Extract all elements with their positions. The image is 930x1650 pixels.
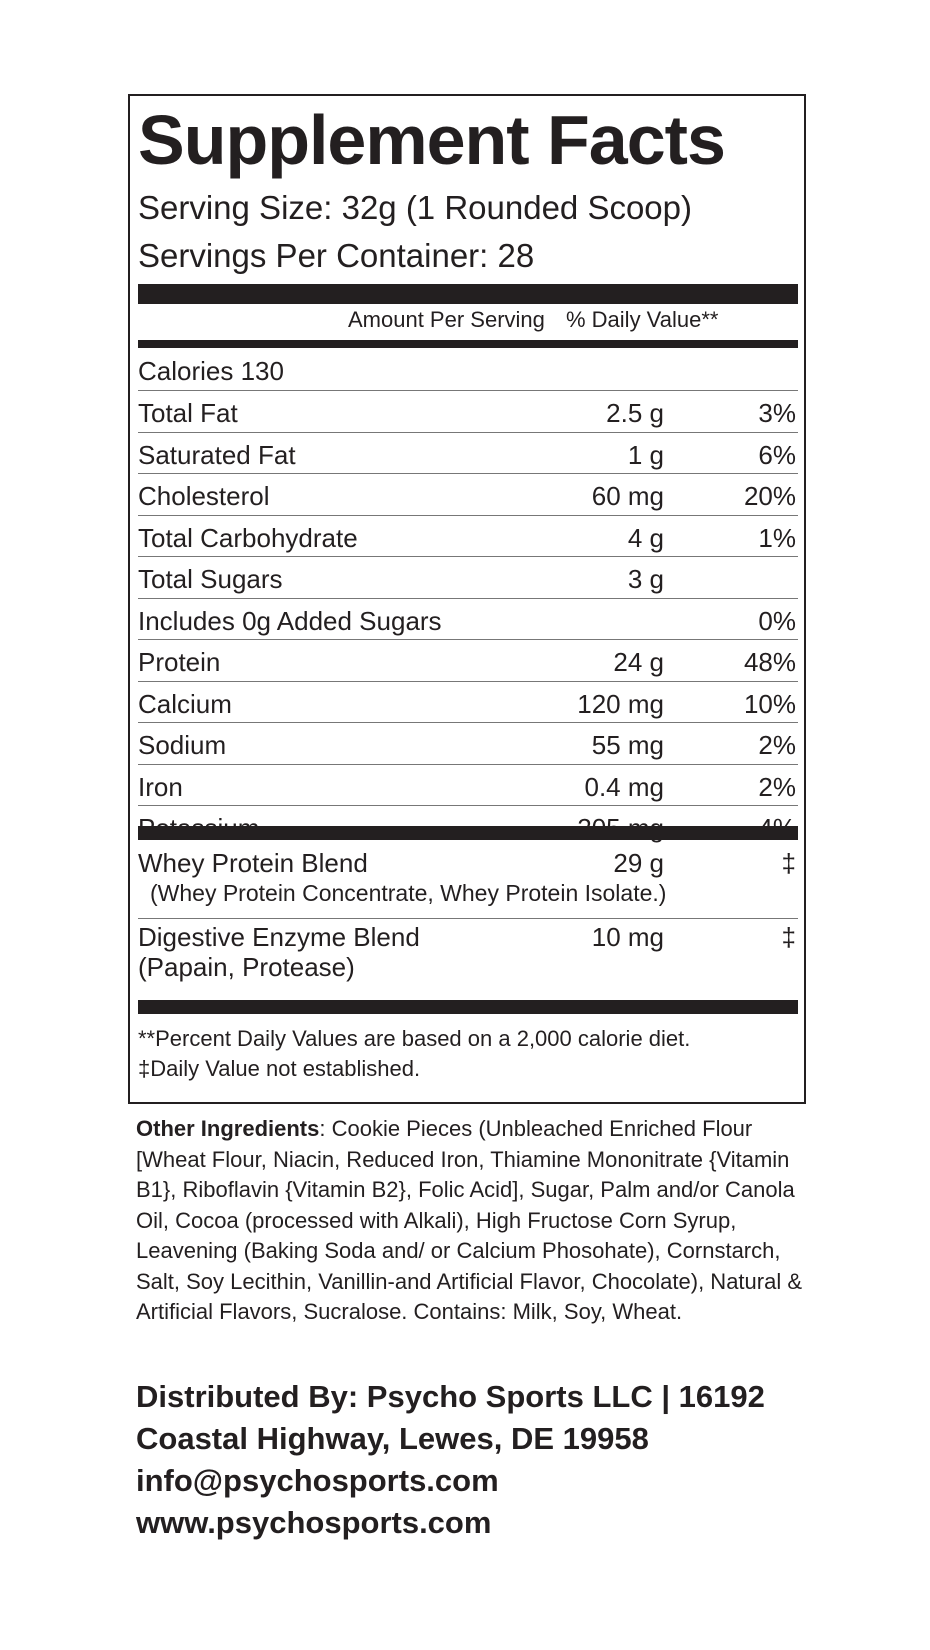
nutrient-amount: 2.5 g (606, 398, 664, 428)
blend-daily-value: ‡ (781, 922, 796, 952)
nutrient-amount: 1 g (627, 439, 664, 470)
servings-per-container: Servings Per Container: 28 (138, 237, 535, 274)
column-header-daily-value: % Daily Value** (566, 307, 719, 332)
distributor-email: info@psychosports.com (136, 1463, 499, 1498)
blend-amount: 29 g (613, 848, 664, 878)
nutrient-amount: 60 mg (591, 481, 664, 511)
row-divider (138, 556, 798, 557)
nutrient-daily-value: 6% (758, 439, 796, 470)
medium-divider (138, 340, 798, 348)
supplement-facts-panel (128, 94, 806, 1104)
nutrient-row (138, 517, 798, 559)
nutrient-daily-value: 10% (743, 688, 796, 719)
serving-size: Serving Size: 32g (1 Rounded Scoop) (138, 189, 693, 226)
blend-amount: 10 mg (591, 922, 664, 952)
nutrient-name: Total Carbohydrate (138, 522, 358, 553)
nutrient-daily-value: 20% (743, 481, 796, 511)
nutrient-name: Includes 0g Added Sugars (138, 605, 442, 636)
distributor-website: www.psychosports.com (136, 1505, 492, 1540)
nutrient-row (138, 558, 798, 600)
nutrient-amount: 3 g (627, 564, 664, 594)
distributor-line-2: Coastal Highway, Lewes, DE 19958 (136, 1421, 649, 1456)
nutrient-amount: 55 mg (591, 730, 664, 760)
row-divider (138, 805, 798, 806)
row-divider (138, 515, 798, 516)
nutrient-row (138, 683, 798, 725)
blend-name: Whey Protein Blend (138, 848, 368, 878)
blend-detail-enzyme: (Papain, Protease) (138, 952, 355, 982)
panel-title: Supplement Facts (138, 101, 725, 179)
calories-label: Calories 130 (138, 356, 284, 386)
row-divider (138, 473, 798, 474)
other-ingredients (136, 1114, 806, 1328)
row-divider (138, 722, 798, 723)
row-divider (138, 764, 798, 765)
row-divider (138, 639, 798, 640)
nutrient-name: Saturated Fat (138, 439, 296, 470)
nutrient-name: Sodium (138, 730, 227, 760)
thick-divider (138, 284, 798, 304)
footnote-not-established: ‡Daily Value not established. (138, 1056, 421, 1081)
nutrient-row (138, 434, 798, 476)
nutrient-daily-value: 2% (758, 771, 796, 802)
nutrient-row (138, 724, 798, 766)
nutrient-row (138, 392, 798, 434)
nutrient-daily-value: 0% (758, 605, 796, 636)
ingredients-heading: Other Ingredients (136, 1116, 320, 1141)
nutrient-name: Total Sugars (138, 564, 283, 594)
row-divider (138, 390, 798, 391)
blend-detail-whey: (Whey Protein Concentrate, Whey Protein Isolate.) (150, 880, 667, 906)
nutrient-amount: 120 mg (577, 688, 664, 719)
row-divider (138, 598, 798, 599)
thick-divider-blends (138, 826, 798, 840)
blend-name: Digestive Enzyme Blend (138, 922, 420, 952)
nutrient-row (138, 475, 798, 517)
row-divider (138, 681, 798, 682)
nutrient-name: Calcium (138, 688, 232, 719)
nutrient-row (138, 641, 798, 683)
thick-divider-footer (138, 1000, 798, 1014)
nutrient-name: Iron (138, 771, 183, 802)
footnote-daily-values: **Percent Daily Values are based on a 2,000 calorie diet. (138, 1026, 691, 1051)
nutrient-name: Cholesterol (138, 481, 270, 511)
distributor-info (136, 1376, 836, 1544)
calories-row (138, 350, 798, 392)
nutrient-name: Total Fat (138, 398, 238, 428)
nutrient-name: Protein (138, 647, 221, 677)
nutrient-amount: 24 g (613, 647, 664, 677)
blend-daily-value: ‡ (781, 848, 796, 878)
nutrient-daily-value: 48% (743, 647, 796, 677)
ingredients-text: : Cookie Pieces (Unbleached Enriched Flour [Wheat Flour, Niacin, Reduced Iron, Thiamine Mononitrate {Vitamin B1}, Riboflavin {Vitamin B2}, Folic Acid], Sugar, Palm and/or Canola Oil, Cocoa (processed with Alkali), High Fructose Corn Syrup, Leavening (Baking Soda and/ or Calcium Phosohate), Cornstarch, Salt, Soy Lecithin, Vanillin-and Artificial Flavor, Chocolate), Natural & Artificial Flavors, Sucralose. Contains: Milk, Soy, Wheat. (136, 1116, 803, 1324)
column-header-amount: Amount Per Serving (348, 307, 545, 332)
nutrient-row (138, 600, 798, 642)
nutrient-daily-value: 3% (758, 398, 796, 428)
nutrient-amount: 0.4 mg (584, 771, 664, 802)
nutrient-daily-value: 1% (758, 522, 796, 553)
nutrient-daily-value: 2% (758, 730, 796, 760)
distributor-line-1: Distributed By: Psycho Sports LLC | 16192 (136, 1379, 765, 1414)
nutrient-row (138, 766, 798, 808)
row-divider (138, 432, 798, 433)
nutrient-amount: 4 g (627, 522, 664, 553)
